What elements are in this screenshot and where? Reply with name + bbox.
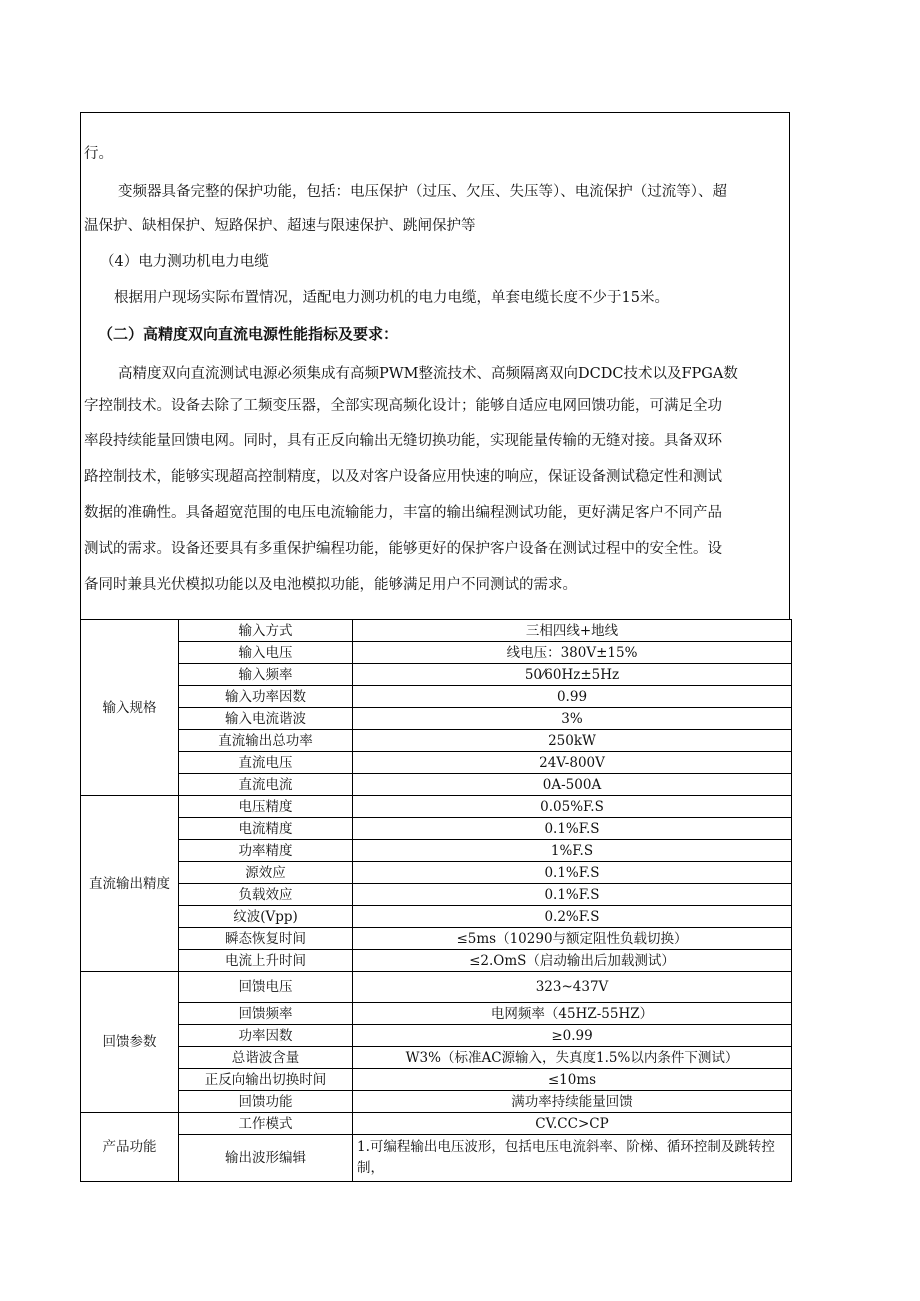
value-cell: 323~437V — [353, 972, 792, 1003]
value-cell: 0.99 — [353, 686, 792, 708]
table-row — [81, 972, 792, 1003]
param-cell: 功率因数 — [179, 1025, 353, 1047]
value-cell: W3%（标准AC源输入，失真度1.5%以内条件下测试） — [353, 1047, 792, 1069]
section-2-paragraph-line-3: 率段持续能量回馈电网。同时，具有正反向输出无缝切换功能，实现能量传输的无缝对接。具备双环 — [84, 433, 722, 449]
table-row — [81, 1135, 792, 1182]
param-cell: 输入方式 — [179, 620, 353, 642]
table-row — [81, 906, 792, 928]
table-row — [81, 1091, 792, 1113]
table-row — [81, 642, 792, 664]
value-cell: 满功率持续能量回馈 — [353, 1091, 792, 1113]
table-row — [81, 796, 792, 818]
param-cell: 输入功率因数 — [179, 686, 353, 708]
table-row — [81, 884, 792, 906]
value-cell: 电网频率（45HZ-55HZ） — [353, 1003, 792, 1025]
table-row — [81, 1113, 792, 1135]
param-cell: 直流电压 — [179, 752, 353, 774]
value-cell: 250kW — [353, 730, 792, 752]
param-cell: 源效应 — [179, 862, 353, 884]
param-cell: 功率精度 — [179, 840, 353, 862]
param-cell: 输入电压 — [179, 642, 353, 664]
param-cell: 总谐波含量 — [179, 1047, 353, 1069]
value-cell: 24V-800V — [353, 752, 792, 774]
group-label: 回馈参数 — [81, 972, 179, 1113]
table-row — [81, 664, 792, 686]
value-cell: 50⁄60Hz±5Hz — [353, 664, 792, 686]
value-cell: CV.CC>CP — [353, 1113, 792, 1135]
value-cell: ≤2.OmS（启动输出后加载测试） — [353, 950, 792, 972]
section-2-paragraph-line-7: 备同时兼具光伏模拟功能以及电池模拟功能，能够满足用户不同测试的需求。 — [84, 577, 577, 593]
param-cell: 工作模式 — [179, 1113, 353, 1135]
table-row — [81, 818, 792, 840]
protection-paragraph-line-2: 温保护、缺相保护、短路保护、超速与限速保护、跳闸保护等 — [84, 218, 476, 234]
section-2-paragraph-line-4: 路控制技术，能够实现超高控制精度，以及对客户设备应用快速的响应，保证设备测试稳定性和测试 — [84, 469, 722, 485]
table-row — [81, 840, 792, 862]
table-row — [81, 1069, 792, 1091]
section-2-paragraph-line-6: 测试的需求。设备还要具有多重保护编程功能，能够更好的保护客户设备在测试过程中的安全性。设 — [84, 541, 722, 557]
param-cell: 负载效应 — [179, 884, 353, 906]
table-row — [81, 708, 792, 730]
section-2-paragraph-line-2: 字控制技术。设备去除了工频变压器，全部实现高频化设计；能够自适应电网回馈功能，可满足全功 — [84, 398, 722, 414]
table-row — [81, 1047, 792, 1069]
value-cell: 0.1%F.S — [353, 884, 792, 906]
table-row — [81, 620, 792, 642]
param-cell: 直流电流 — [179, 774, 353, 796]
param-cell: 直流输出总功率 — [179, 730, 353, 752]
param-cell: 输入电流谐波 — [179, 708, 353, 730]
value-cell: ≤10ms — [353, 1069, 792, 1091]
table-row — [81, 950, 792, 972]
param-cell: 电压精度 — [179, 796, 353, 818]
param-cell: 回馈功能 — [179, 1091, 353, 1113]
value-cell: 0.05%F.S — [353, 796, 792, 818]
table-row — [81, 1025, 792, 1047]
table-row — [81, 686, 792, 708]
spec-table — [80, 619, 792, 1182]
item-4-text: 根据用户现场实际布置情况，适配电力测功机的电力电缆，单套电缆长度不少于15米。 — [114, 290, 669, 306]
param-cell: 电流精度 — [179, 818, 353, 840]
group-label: 产品功能 — [81, 1113, 179, 1182]
param-cell: 输出波形编辑 — [179, 1135, 353, 1182]
item-4-title: （4）电力测功机电力电缆 — [100, 254, 269, 270]
value-cell: 0A-500A — [353, 774, 792, 796]
value-cell: 0.1%F.S — [353, 862, 792, 884]
table-row — [81, 862, 792, 884]
param-cell: 回馈频率 — [179, 1003, 353, 1025]
table-row — [81, 774, 792, 796]
section-2-paragraph-line-1: 高精度双向直流测试电源必须集成有高频PWM整流技术、高频隔离双向DCDC技术以及FPGA数 — [118, 366, 738, 382]
table-row — [81, 1003, 792, 1025]
table-row — [81, 730, 792, 752]
param-cell: 回馈电压 — [179, 972, 353, 1003]
value-cell: ≥0.99 — [353, 1025, 792, 1047]
table-row — [81, 928, 792, 950]
value-cell: 三相四线+地线 — [353, 620, 792, 642]
value-cell: 1.可编程输出电压波形，包括电压电流斜率、阶梯、循环控制及跳转控制， — [353, 1135, 792, 1182]
value-cell: 1%F.S — [353, 840, 792, 862]
param-cell: 纹波(Vpp) — [179, 906, 353, 928]
section-2-heading: （二）高精度双向直流电源性能指标及要求： — [98, 325, 399, 343]
param-cell: 输入频率 — [179, 664, 353, 686]
value-cell: 3% — [353, 708, 792, 730]
param-cell: 正反向输出切换时间 — [179, 1069, 353, 1091]
value-cell: ≤5ms（10290与额定阻性负载切换） — [353, 928, 792, 950]
param-cell: 电流上升时间 — [179, 950, 353, 972]
group-label: 输入规格 — [81, 620, 179, 796]
continued-line: 行。 — [84, 146, 113, 162]
protection-paragraph-line-1: 变频器具备完整的保护功能，包括：电压保护（过压、欠压、失压等）、电流保护（过流等）、超 — [118, 184, 727, 200]
param-cell: 瞬态恢复时间 — [179, 928, 353, 950]
group-label: 直流输出精度 — [81, 796, 179, 972]
table-row — [81, 752, 792, 774]
value-cell: 0.1%F.S — [353, 818, 792, 840]
section-2-paragraph-line-5: 数据的准确性。具备超宽范围的电压电流输能力，丰富的输出编程测试功能，更好满足客户不同产品 — [84, 505, 722, 521]
value-cell: 0.2%F.S — [353, 906, 792, 928]
value-cell: 线电压：380V±15% — [353, 642, 792, 664]
